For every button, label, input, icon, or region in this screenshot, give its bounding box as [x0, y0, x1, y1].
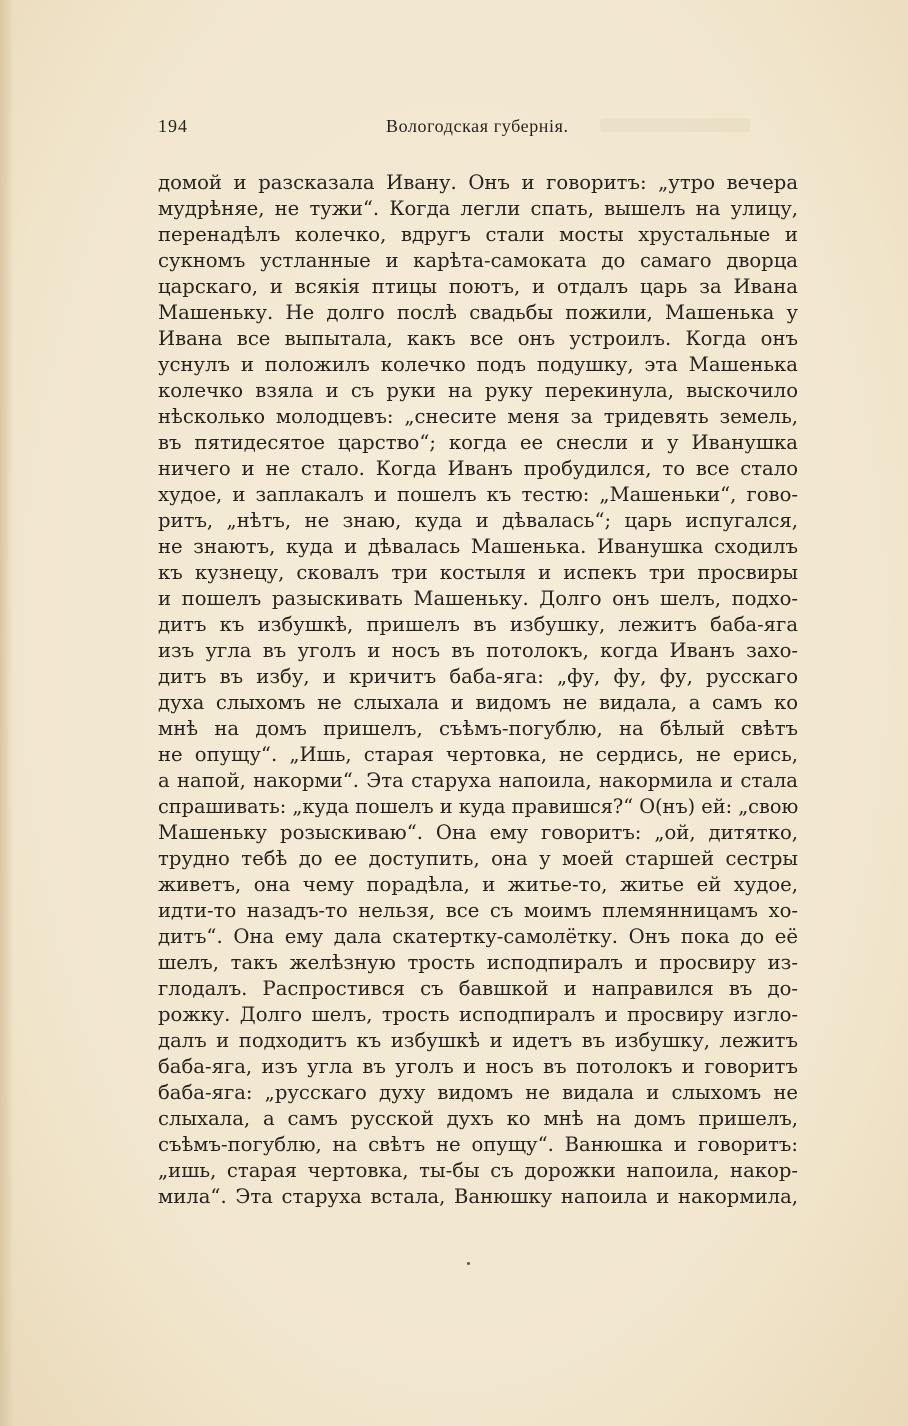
text-line: дитъ въ избу, и кричитъ баба-яга: „фу, фу, фу, русскаго [158, 665, 798, 688]
text-line: домой и разсказала Ивану. Онъ и говоритъ: „утро вечера [158, 171, 798, 194]
text-line: идти-то назадъ-то нельзя, все съ моимъ племянницамъ хо- [158, 899, 798, 922]
text-line: уснулъ и положилъ колечко подъ подушку, эта Машенька [158, 353, 798, 376]
text-line: не опущу“. „Ишь, старая чертовка, не сердись, не ерись, [158, 743, 798, 766]
text-line: мила“. Эта старуха встала, Ванюшку напоила и накормила, [158, 1185, 798, 1208]
text-line: колечко взяла и съ руки на руку перекинула, выскочило [158, 379, 798, 402]
text-line: а напой, накорми“. Эта старуха напоила, накормила и стала [158, 769, 798, 792]
binding-shadow [0, 0, 14, 1426]
text-line: мнѣ на домъ пришелъ, съѣмъ-погублю, на бѣлый свѣтъ [158, 717, 798, 740]
text-line: живетъ, она чему порадѣла, и житье-то, житье ей худое, [158, 873, 798, 896]
text-line: спрашивать: „куда пошелъ и куда правишся?“ О(нъ) ей: „свою [158, 795, 798, 818]
text-line: Ивана все выпытала, какъ все онъ устроилъ. Когда онъ [158, 327, 798, 350]
text-line: царскаго, и всякія птицы поютъ, и отдалъ царь за Ивана [158, 275, 798, 298]
text-line: ритъ, „нѣтъ, не знаю, куда и дѣвалась“; царь испугался, [158, 509, 798, 532]
text-line: дитъ къ избушкѣ, пришелъ въ избушку, лежитъ баба-яга [158, 613, 798, 636]
text-line: перенадѣлъ колечко, вдругъ стали мосты хрустальные и [158, 223, 798, 246]
paper-speck [467, 1262, 470, 1265]
text-line: баба-яга: „русскаго духу видомъ не видала и слыхомъ не [158, 1081, 798, 1104]
page-header [158, 116, 798, 142]
text-line: съѣмъ-погублю, на свѣтъ не опущу“. Ванюшка и говоритъ: [158, 1133, 798, 1156]
text-line: „ишь, старая чертовка, ты-бы съ дорожки напоила, накор- [158, 1159, 798, 1182]
body-text [158, 170, 798, 1210]
page-number: 194 [158, 116, 188, 136]
text-line: баба-яга, изъ угла въ уголъ и носъ въ потолокъ и говоритъ [158, 1055, 798, 1078]
text-line: мудрѣняе, не тужи“. Когда легли спать, вышелъ на улицу, [158, 197, 798, 220]
text-line: не знаютъ, куда и дѣвалась Машенька. Иванушка сходилъ [158, 535, 798, 558]
text-line: худое, и заплакалъ и пошелъ къ тестю: „Машеньки“, гово- [158, 483, 798, 506]
text-line: нѣсколько молодцевъ: „снесите меня за тридевять земель, [158, 405, 798, 428]
text-line: изъ угла въ уголъ и носъ въ потолокъ, когда Иванъ захо- [158, 639, 798, 662]
text-line: далъ и подходитъ къ избушкѣ и идетъ въ избушку, лежитъ [158, 1029, 798, 1052]
text-line: и пошелъ разыскивать Машеньку. Долго онъ шелъ, подхо- [158, 587, 798, 610]
text-line: Машеньку розыскиваю“. Она ему говоритъ: „ой, дитятко, [158, 821, 798, 844]
running-head: Вологодская губернія. [386, 116, 569, 136]
text-line: шелъ, такъ желѣзную трость исподпиралъ и просвиру из- [158, 951, 798, 974]
text-line: трудно тебѣ до ее доступить, она у моей старшей сестры [158, 847, 798, 870]
text-line: ничего и не стало. Когда Иванъ пробудился, то все стало [158, 457, 798, 480]
text-line: въ пятидесятое царство“; когда ее снесли и у Иванушка [158, 431, 798, 454]
text-line: Машеньку. Не долго послѣ свадьбы пожили, Машенька у [158, 301, 798, 324]
text-line: духа слыхомъ не слыхала и видомъ не видала, а самъ ко [158, 691, 798, 714]
text-line: сукномъ устланные и карѣта-самоката до самаго дворца [158, 249, 798, 272]
text-line: слыхала, а самъ русской духъ ко мнѣ на домъ пришелъ, [158, 1107, 798, 1130]
text-line: къ кузнецу, сковалъ три костыля и испекъ три просвиры [158, 561, 798, 584]
text-line: рожку. Долго шелъ, трость исподпиралъ и просвиру изгло- [158, 1003, 798, 1026]
text-line: дитъ“. Она ему дала скатертку-самолётку. Онъ пока до её [158, 925, 798, 948]
text-line: глодалъ. Распростився съ бавшкой и направился въ до- [158, 977, 798, 1000]
